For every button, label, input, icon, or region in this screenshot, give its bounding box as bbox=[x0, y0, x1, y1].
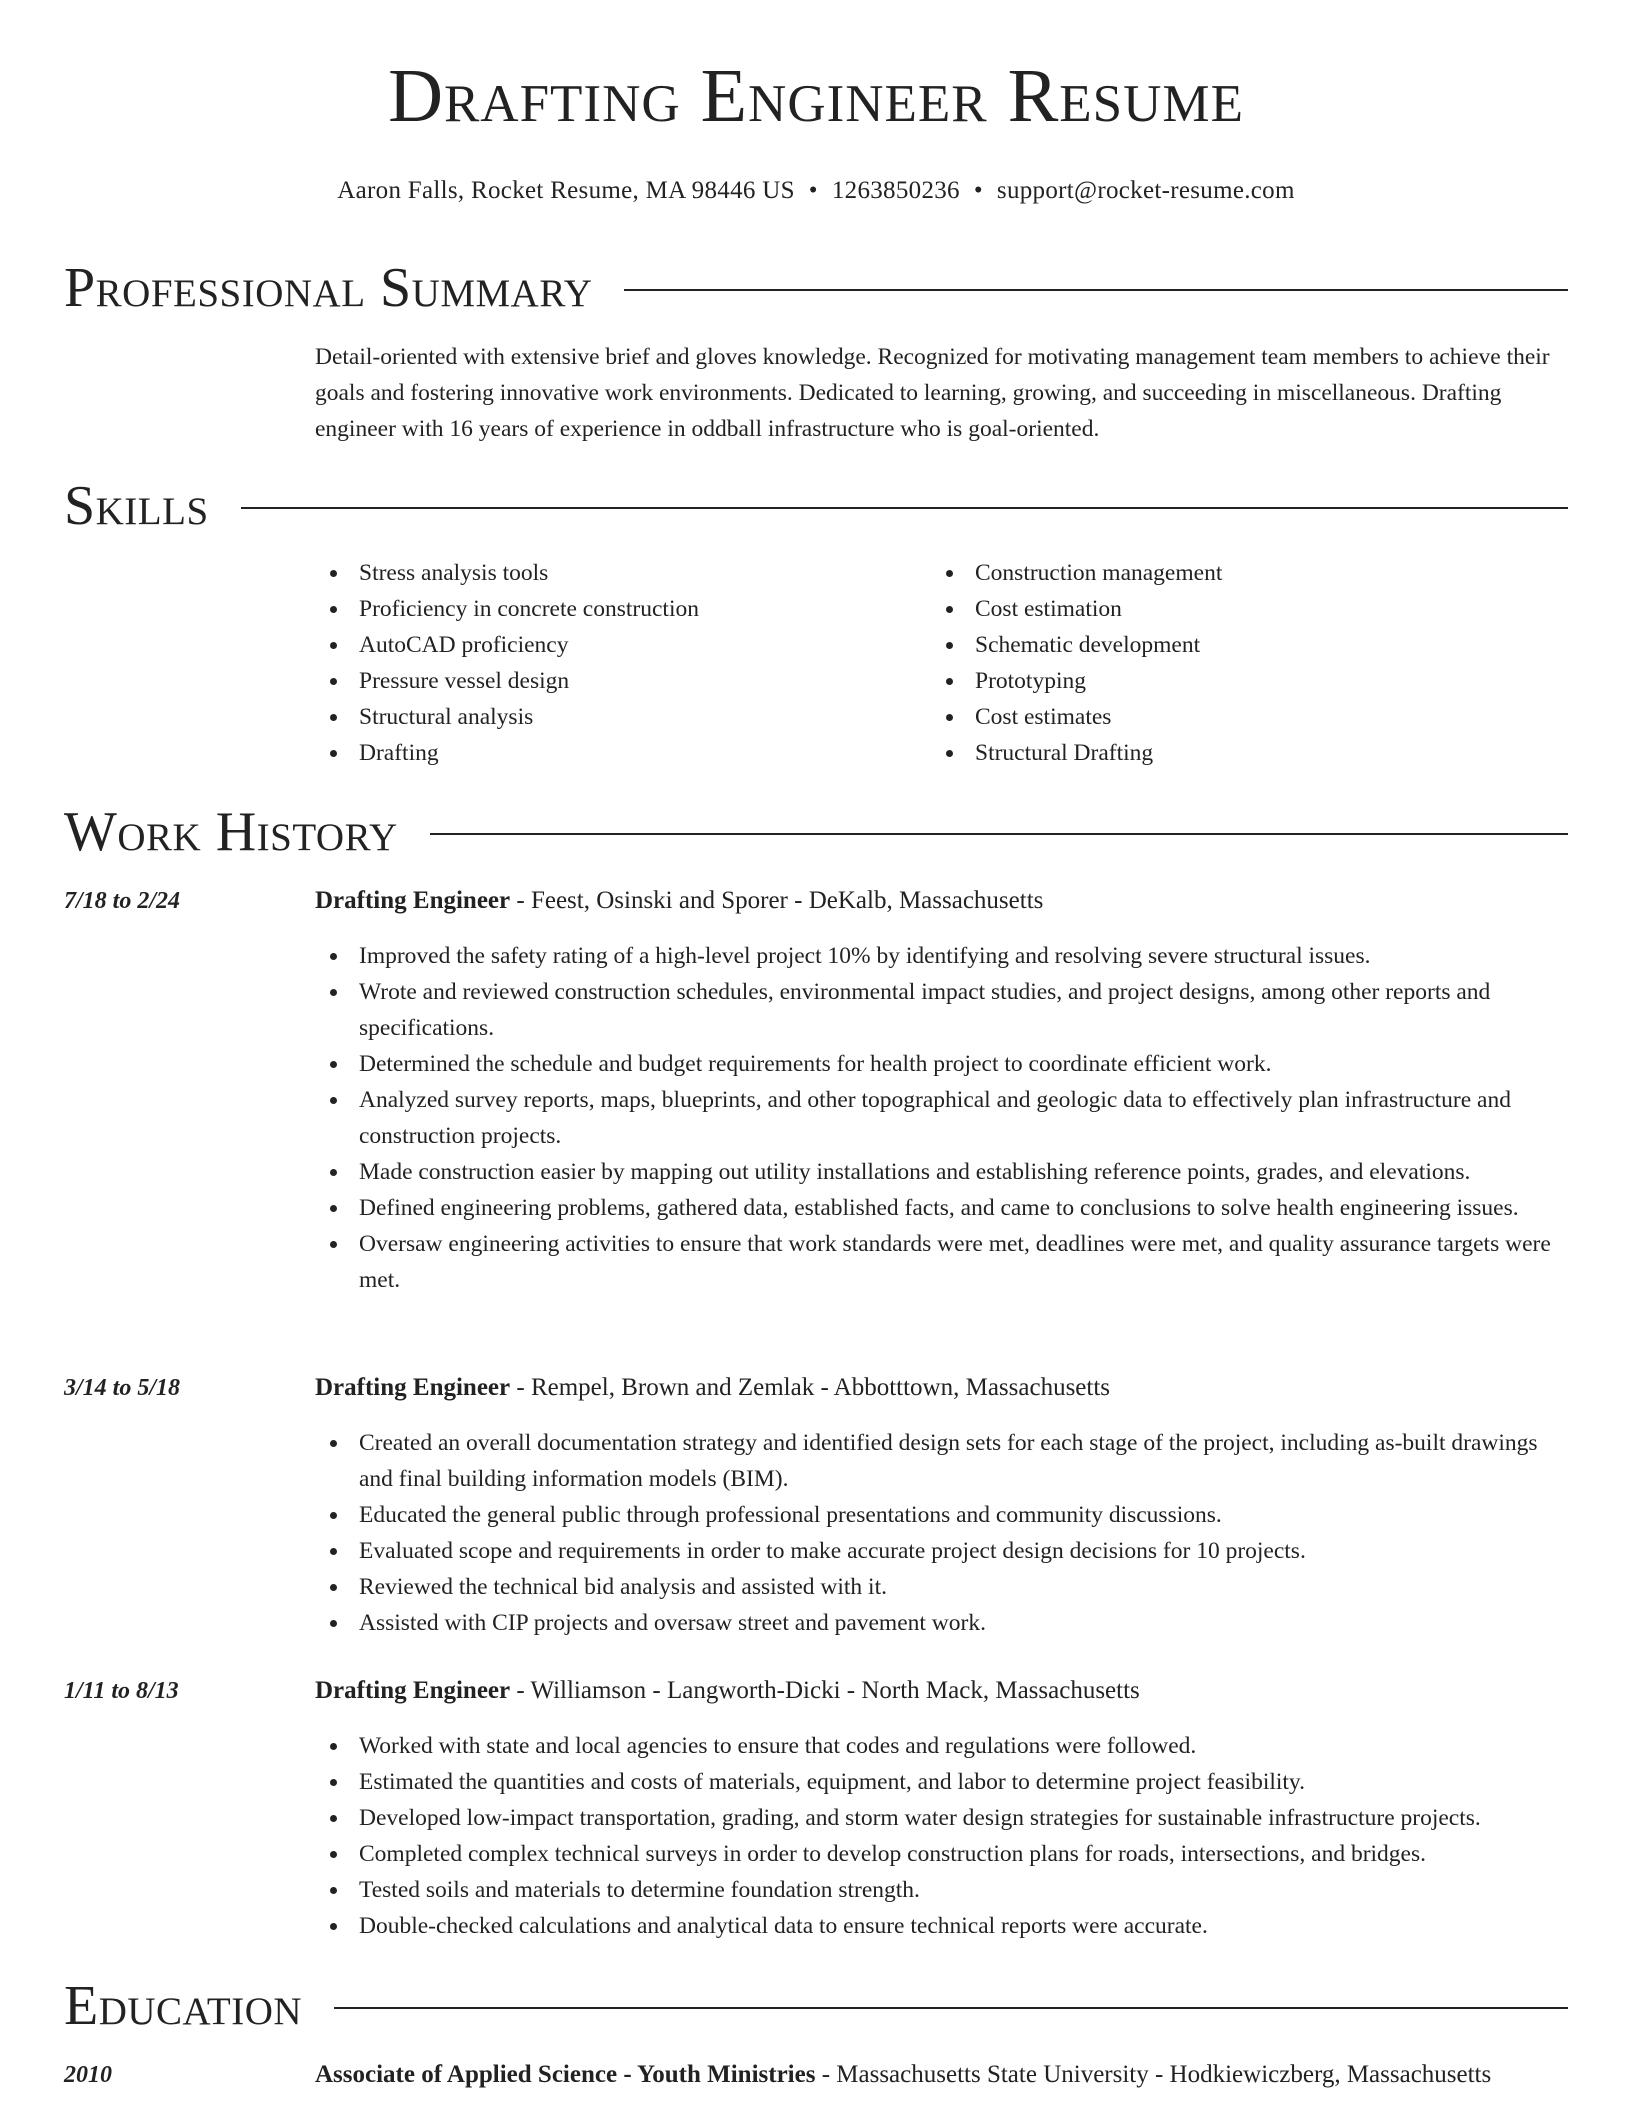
job-bullet: Tested soils and materials to determine foundation strength. bbox=[315, 1872, 1568, 1908]
section-heading: Work History bbox=[64, 801, 398, 863]
contact-separator: • bbox=[973, 177, 983, 204]
job-bullets bbox=[315, 1728, 1568, 1944]
education-details: - Massachusetts State University - Hodkiewiczberg, Massachusetts bbox=[815, 2061, 1492, 2088]
job-bullet: Reviewed the technical bid analysis and assisted with it. bbox=[315, 1569, 1568, 1605]
skills-list-right bbox=[931, 555, 1551, 771]
job-details: - Williamson - Langworth-Dicki - North Mack, Massachusetts bbox=[510, 1677, 1140, 1704]
job-bullet: Wrote and reviewed construction schedules, environmental impact studies, and project designs, among other reports and specifications. bbox=[315, 974, 1568, 1046]
skill-item: Cost estimates bbox=[931, 699, 1551, 735]
section-divider bbox=[624, 289, 1568, 291]
section-divider bbox=[430, 833, 1568, 835]
job-dates: 3/14 to 5/18 bbox=[64, 1375, 181, 1401]
skill-item: Stress analysis tools bbox=[315, 555, 915, 591]
job-bullet: Made construction easier by mapping out utility installations and establishing reference points, grades, and elevations. bbox=[315, 1154, 1568, 1190]
job-bullet: Completed complex technical surveys in order to develop construction plans for roads, intersections, and bridges. bbox=[315, 1836, 1568, 1872]
skill-item: Cost estimation bbox=[931, 591, 1551, 627]
job-bullet: Double-checked calculations and analytical data to ensure technical reports were accurate. bbox=[315, 1908, 1568, 1944]
job-role: Drafting Engineer bbox=[315, 1374, 511, 1401]
skill-item: Pressure vessel design bbox=[315, 663, 915, 699]
education-degree: Associate of Applied Science - Youth Ministries bbox=[315, 2061, 816, 2088]
job-bullet: Improved the safety rating of a high-level project 10% by identifying and resolving severe structural issues. bbox=[315, 938, 1568, 974]
job-role: Drafting Engineer bbox=[315, 887, 511, 914]
education-title-line bbox=[315, 2057, 1568, 2093]
job-title-line bbox=[315, 1370, 1568, 1406]
skill-item: Structural analysis bbox=[315, 699, 915, 735]
section-education bbox=[64, 1976, 1568, 2036]
section-professional-summary bbox=[64, 258, 1568, 318]
skills-list-left bbox=[315, 555, 915, 771]
job-bullet: Determined the schedule and budget requirements for health project to coordinate efficient work. bbox=[315, 1046, 1568, 1082]
skill-item: AutoCAD proficiency bbox=[315, 627, 915, 663]
skill-item: Proficiency in concrete construction bbox=[315, 591, 915, 627]
contact-separator: • bbox=[808, 177, 818, 204]
job-bullet: Oversaw engineering activities to ensure that work standards were met, deadlines were met, and quality assurance targets were met. bbox=[315, 1226, 1568, 1298]
job-bullet: Educated the general public through professional presentations and community discussions. bbox=[315, 1497, 1568, 1533]
job-title-line bbox=[315, 883, 1568, 919]
job-dates: 1/11 to 8/13 bbox=[64, 1678, 179, 1704]
education-year: 2010 bbox=[64, 2062, 112, 2088]
skill-item: Schematic development bbox=[931, 627, 1551, 663]
skill-item: Prototyping bbox=[931, 663, 1551, 699]
job-bullets bbox=[315, 938, 1568, 1298]
job-bullet: Analyzed survey reports, maps, blueprints, and other topographical and geologic data to effectively plan infrastructure and construction projects. bbox=[315, 1082, 1568, 1154]
job-bullet: Estimated the quantities and costs of materials, equipment, and labor to determine project feasibility. bbox=[315, 1764, 1568, 1800]
contact-address: Aaron Falls, Rocket Resume, MA 98446 US bbox=[337, 177, 795, 204]
section-divider bbox=[241, 507, 1568, 509]
contact-line bbox=[0, 176, 1632, 206]
job-details: - Feest, Osinski and Sporer - DeKalb, Massachusetts bbox=[510, 887, 1044, 914]
contact-email: support@rocket-resume.com bbox=[996, 177, 1295, 204]
summary-text: Detail-oriented with extensive brief and gloves knowledge. Recognized for motivating management team members to achieve their goals and fostering innovative work environments. Dedicated to learning, growing, and succeeding in miscellaneous. Drafting engineer with 16 years of experience in oddball infrastructure who is goal-oriented. bbox=[315, 344, 1550, 442]
skill-item: Construction management bbox=[931, 555, 1551, 591]
job-bullets bbox=[315, 1425, 1568, 1641]
job-bullet: Created an overall documentation strategy and identified design sets for each stage of the project, including as-built drawings and final building information models (BIM). bbox=[315, 1425, 1568, 1497]
skill-item: Drafting bbox=[315, 735, 915, 771]
section-heading: Skills bbox=[64, 475, 209, 537]
job-bullet: Defined engineering problems, gathered data, established facts, and came to conclusions to solve health engineering issues. bbox=[315, 1190, 1568, 1226]
job-details: - Rempel, Brown and Zemlak - Abbotttown, Massachusetts bbox=[510, 1374, 1111, 1401]
section-heading: Education bbox=[64, 1975, 303, 2037]
section-work-history bbox=[64, 802, 1568, 862]
skill-item: Structural Drafting bbox=[931, 735, 1551, 771]
section-heading: Professional Summary bbox=[64, 257, 593, 319]
contact-phone: 1263850236 bbox=[831, 177, 960, 204]
job-bullet: Worked with state and local agencies to ensure that codes and regulations were followed. bbox=[315, 1728, 1568, 1764]
job-bullet: Developed low-impact transportation, grading, and storm water design strategies for sustainable infrastructure projects. bbox=[315, 1800, 1568, 1836]
job-bullet: Evaluated scope and requirements in order to make accurate project design decisions for 10 projects. bbox=[315, 1533, 1568, 1569]
section-skills bbox=[64, 476, 1568, 536]
job-bullet: Assisted with CIP projects and oversaw street and pavement work. bbox=[315, 1605, 1568, 1641]
page-title: Drafting Engineer Resume bbox=[388, 54, 1244, 138]
job-role: Drafting Engineer bbox=[315, 1677, 511, 1704]
section-divider bbox=[334, 2007, 1568, 2009]
job-dates: 7/18 to 2/24 bbox=[64, 888, 181, 914]
job-title-line bbox=[315, 1673, 1568, 1709]
